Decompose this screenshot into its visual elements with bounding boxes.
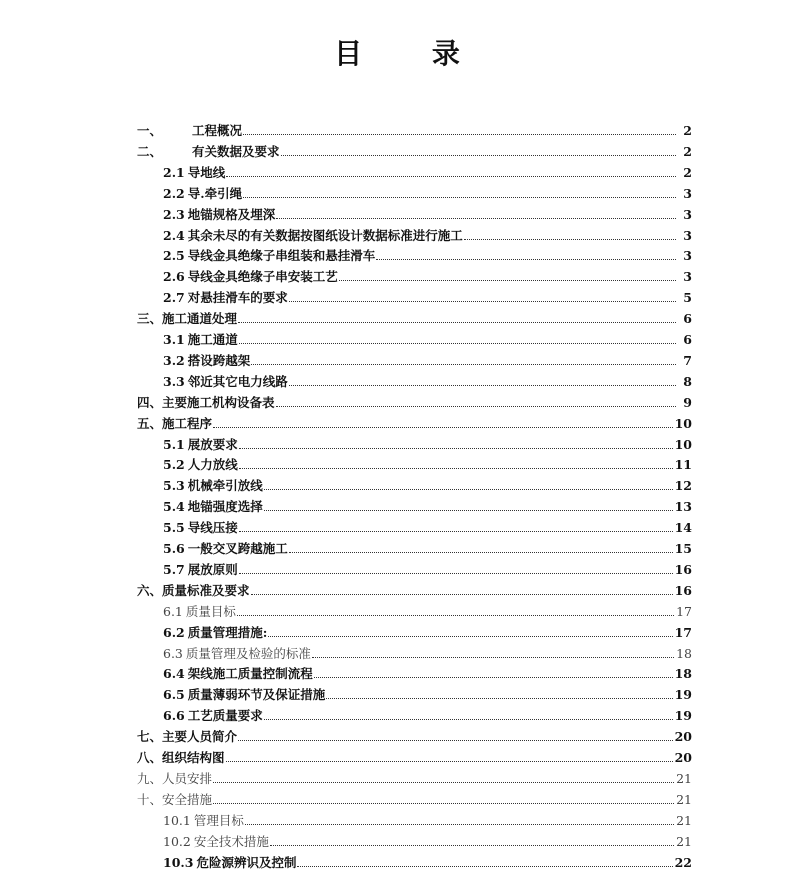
toc-entry[interactable] — [163, 494, 692, 514]
toc-entry-number: 5.3 — [163, 478, 185, 494]
toc-entry-page-number: 2 — [683, 143, 692, 159]
dot-leader — [289, 551, 673, 553]
dot-leader — [239, 447, 673, 449]
toc-entry-title: 质量标准及要求 — [162, 582, 250, 598]
toc-entry-title: 对悬挂滑车的要求 — [187, 290, 288, 306]
toc-entry[interactable] — [163, 808, 692, 828]
dot-leader — [270, 844, 674, 846]
toc-entry[interactable] — [163, 599, 692, 619]
dot-leader — [251, 363, 676, 365]
toc-entry-page-number: 21 — [676, 812, 692, 828]
dot-leader — [264, 488, 673, 490]
toc-entry-title: 施工程序 — [162, 415, 213, 431]
dot-leader — [339, 279, 676, 281]
toc-entry-number: 6.1 — [163, 603, 183, 619]
toc-entry-title: 施工通道 — [187, 332, 238, 347]
dot-leader — [213, 426, 673, 428]
toc-entry-title: 导.牵引绳 — [187, 185, 243, 201]
toc-entry-page-number: 10 — [674, 415, 692, 431]
dot-leader — [326, 697, 672, 699]
dot-leader — [276, 405, 676, 407]
toc-entry-number: 2.7 — [163, 290, 185, 306]
toc-entry-title: 搭设跨越架 — [187, 352, 251, 368]
toc-entry-title: 一般交叉跨越施工 — [187, 541, 288, 556]
toc-entry-number: 2.6 — [163, 269, 185, 285]
toc-entry-number: 一、 — [137, 123, 163, 138]
toc-entry-number: 七、 — [137, 729, 163, 745]
toc-entry-number: 四、 — [137, 394, 163, 410]
toc-entry-page-number: 8 — [683, 373, 692, 389]
toc-entry-title: 导线金具绝缘子串安装工艺 — [187, 269, 338, 285]
toc-entry-page-number: 22 — [674, 854, 692, 870]
toc-entry[interactable] — [137, 390, 692, 410]
toc-entry-page-number: 5 — [683, 290, 692, 306]
toc-entry-title: 主要人员简介 — [162, 729, 238, 745]
toc-entry-number: 5.5 — [163, 520, 185, 536]
toc-entry-number: 3.3 — [163, 373, 185, 389]
toc-entry-title: 地锚强度选择 — [187, 499, 263, 515]
toc-entry-title: 质量目标 — [185, 603, 236, 619]
toc-entry-title: 人力放线 — [187, 457, 238, 473]
toc-entry[interactable] — [163, 557, 692, 577]
dot-leader — [312, 656, 674, 658]
toc-entry[interactable] — [163, 661, 692, 681]
toc-entry-number: 2.5 — [163, 248, 185, 264]
toc-entry-page-number: 6 — [683, 311, 692, 327]
toc-entry-page-number: 3 — [683, 269, 692, 285]
toc-entry[interactable] — [137, 787, 692, 807]
toc-entry-page-number: 7 — [683, 352, 692, 368]
dot-leader — [464, 238, 676, 240]
toc-entry-title: 展放要求 — [187, 436, 238, 452]
toc-entry-number: 6.5 — [163, 687, 185, 703]
toc-entry-title: 其余未尽的有关数据按图纸设计数据标准进行施工 — [187, 227, 463, 243]
toc-entry-number: 6.2 — [163, 624, 185, 640]
dot-leader — [289, 384, 676, 386]
toc-entry-number: 三、 — [137, 311, 163, 327]
toc-entry[interactable] — [163, 181, 692, 201]
toc-entry[interactable] — [163, 369, 692, 389]
toc-entry[interactable] — [137, 139, 692, 159]
toc-entry-title: 质量管理及检验的标准 — [185, 645, 311, 661]
toc-entry-title: 有关数据及要求 — [192, 143, 280, 159]
dot-leader — [264, 509, 673, 511]
toc-entry-title: 展放原则 — [187, 561, 238, 577]
toc-entry-page-number: 21 — [676, 833, 692, 849]
toc-entry-title: 架线施工质量控制流程 — [187, 666, 313, 682]
toc-entry[interactable] — [163, 703, 692, 723]
dot-leader — [239, 530, 673, 532]
dot-leader — [239, 467, 673, 469]
toc-entry[interactable] — [163, 223, 692, 243]
toc-entry[interactable] — [163, 327, 692, 347]
toc-entry-number: 2.1 — [163, 164, 185, 180]
toc-entry-number: 6.6 — [163, 708, 185, 724]
toc-entry-number: 5.7 — [163, 561, 185, 577]
dot-leader — [245, 823, 674, 825]
toc-entry-number: 九、 — [137, 770, 163, 786]
toc-entry-page-number: 3 — [683, 185, 692, 201]
toc-entry-number: 二、 — [137, 143, 163, 159]
toc-entry-page-number: 21 — [676, 791, 692, 807]
toc-entry-number: 5.6 — [163, 541, 185, 556]
toc-entry[interactable] — [163, 452, 692, 472]
toc-entry-page-number: 12 — [674, 478, 692, 494]
toc-entry-number: 2.2 — [163, 185, 185, 201]
toc-entry-page-number: 16 — [674, 561, 692, 577]
page-title: 目 录 — [334, 37, 490, 70]
toc-entry-number: 5.1 — [163, 436, 185, 452]
toc-entry-page-number: 18 — [676, 645, 692, 661]
toc-entry-number: 6.4 — [163, 666, 185, 682]
toc-entry-page-number: 6 — [683, 332, 692, 347]
toc-entry-title: 工艺质量要求 — [187, 708, 263, 724]
dot-leader — [226, 175, 676, 177]
toc-entry[interactable] — [163, 620, 692, 640]
toc-entry[interactable] — [137, 411, 692, 431]
toc-entry-number: 八、 — [137, 750, 163, 765]
toc-entry-title: 管理目标 — [193, 812, 244, 828]
toc-entry-number: 10.2 — [163, 833, 191, 849]
dot-leader — [297, 865, 672, 867]
toc-entry[interactable] — [163, 473, 692, 493]
toc-entry-number: 10.1 — [163, 812, 191, 828]
dot-leader — [213, 802, 674, 804]
toc-entry[interactable] — [163, 243, 692, 263]
dot-leader — [251, 593, 673, 595]
toc-entry-page-number: 14 — [674, 520, 692, 536]
toc-entry-title: 导线金具绝缘子串组装和悬挂滑车 — [187, 248, 376, 264]
dot-leader — [238, 321, 676, 323]
dot-leader — [314, 676, 673, 678]
toc-entry-page-number: 3 — [683, 248, 692, 264]
toc-entry-number: 3.1 — [163, 332, 185, 347]
toc-entry-title: 质量薄弱环节及保证措施 — [187, 687, 326, 703]
toc-entry-title: 安全措施 — [162, 791, 213, 807]
toc-entry-number: 3.2 — [163, 352, 185, 368]
toc-entry[interactable] — [163, 536, 692, 556]
dot-leader — [237, 614, 674, 616]
dot-leader — [276, 217, 676, 219]
toc-entry-page-number: 3 — [683, 227, 692, 243]
toc-entry[interactable] — [163, 432, 692, 452]
dot-leader — [243, 133, 676, 135]
toc-entry[interactable] — [137, 766, 692, 786]
toc-entry-page-number: 10 — [674, 436, 692, 452]
toc-entry-page-number: 17 — [674, 624, 692, 640]
toc-entry[interactable] — [163, 515, 692, 535]
dot-leader — [243, 196, 676, 198]
toc-entry-title: 邻近其它电力线路 — [187, 373, 288, 389]
dot-leader — [239, 572, 673, 574]
toc-entry-title: 组织结构图 — [162, 750, 225, 765]
toc-entry-number: 2.4 — [163, 227, 185, 243]
toc-entry-title: 机械牵引放线 — [187, 478, 263, 494]
toc-entry-page-number: 20 — [674, 729, 692, 745]
toc-entry-number: 5.4 — [163, 499, 185, 515]
dot-leader — [238, 739, 673, 741]
toc-entry-page-number: 2 — [683, 164, 692, 180]
toc-entry-page-number: 11 — [674, 457, 692, 473]
toc-entry[interactable] — [163, 202, 692, 222]
dot-leader — [281, 154, 676, 156]
toc-entry-number: 6.3 — [163, 645, 183, 661]
toc-entry-number: 2.3 — [163, 206, 185, 222]
toc-entry[interactable] — [137, 745, 692, 765]
toc-entry-page-number: 21 — [676, 770, 692, 786]
toc-entry-title: 导地线 — [187, 164, 226, 180]
toc-entry-title: 危险源辨识及控制 — [196, 854, 297, 870]
toc-entry-title: 人员安排 — [162, 770, 213, 786]
toc-entry-title: 主要施工机构设备表 — [162, 394, 275, 410]
toc-entry-number: 5.2 — [163, 457, 185, 473]
dot-leader — [226, 760, 673, 762]
toc-entry-page-number: 18 — [674, 666, 692, 682]
toc-entry[interactable] — [137, 118, 692, 138]
toc-entry-number: 10.3 — [163, 854, 194, 870]
toc-entry-page-number: 19 — [674, 687, 692, 703]
toc-entry-page-number: 9 — [683, 394, 692, 410]
toc-entry[interactable] — [163, 850, 692, 870]
toc-entry-title: 工程概况 — [192, 123, 243, 138]
toc-entry-number: 六、 — [137, 582, 163, 598]
toc-entry-page-number: 2 — [683, 123, 692, 138]
toc-entry-title: 施工通道处理 — [162, 311, 238, 327]
toc-entry-page-number: 20 — [674, 750, 692, 765]
toc-entry[interactable] — [163, 264, 692, 284]
toc-entry-title: 安全技术措施 — [193, 833, 269, 849]
toc-entry-page-number: 15 — [674, 541, 692, 556]
toc-entry[interactable] — [137, 578, 692, 598]
toc-entry[interactable] — [163, 829, 692, 849]
toc-entry-title: 质量管理措施: — [187, 624, 268, 640]
toc-entry-page-number: 17 — [676, 603, 692, 619]
toc-entry-title: 地锚规格及埋深 — [187, 206, 276, 222]
toc-entry-number: 十、 — [137, 791, 163, 807]
toc-entry[interactable] — [163, 641, 692, 661]
toc-entry-page-number: 13 — [674, 499, 692, 515]
toc-entry[interactable] — [137, 724, 692, 744]
toc-entry-number: 五、 — [137, 415, 163, 431]
toc-entry-page-number: 19 — [674, 708, 692, 724]
toc-entry[interactable] — [163, 160, 692, 180]
toc-entry[interactable] — [137, 306, 692, 326]
toc-entry[interactable] — [163, 348, 692, 368]
toc-entry-title: 导线压接 — [187, 520, 238, 536]
dot-leader — [289, 300, 676, 302]
dot-leader — [239, 342, 676, 344]
toc-entry-page-number: 16 — [674, 582, 692, 598]
dot-leader — [264, 718, 673, 720]
toc-entry-page-number: 3 — [683, 206, 692, 222]
dot-leader — [268, 635, 672, 637]
dot-leader — [376, 258, 676, 260]
toc-entry[interactable] — [163, 285, 692, 305]
dot-leader — [213, 781, 674, 783]
toc-entry[interactable] — [163, 682, 692, 702]
